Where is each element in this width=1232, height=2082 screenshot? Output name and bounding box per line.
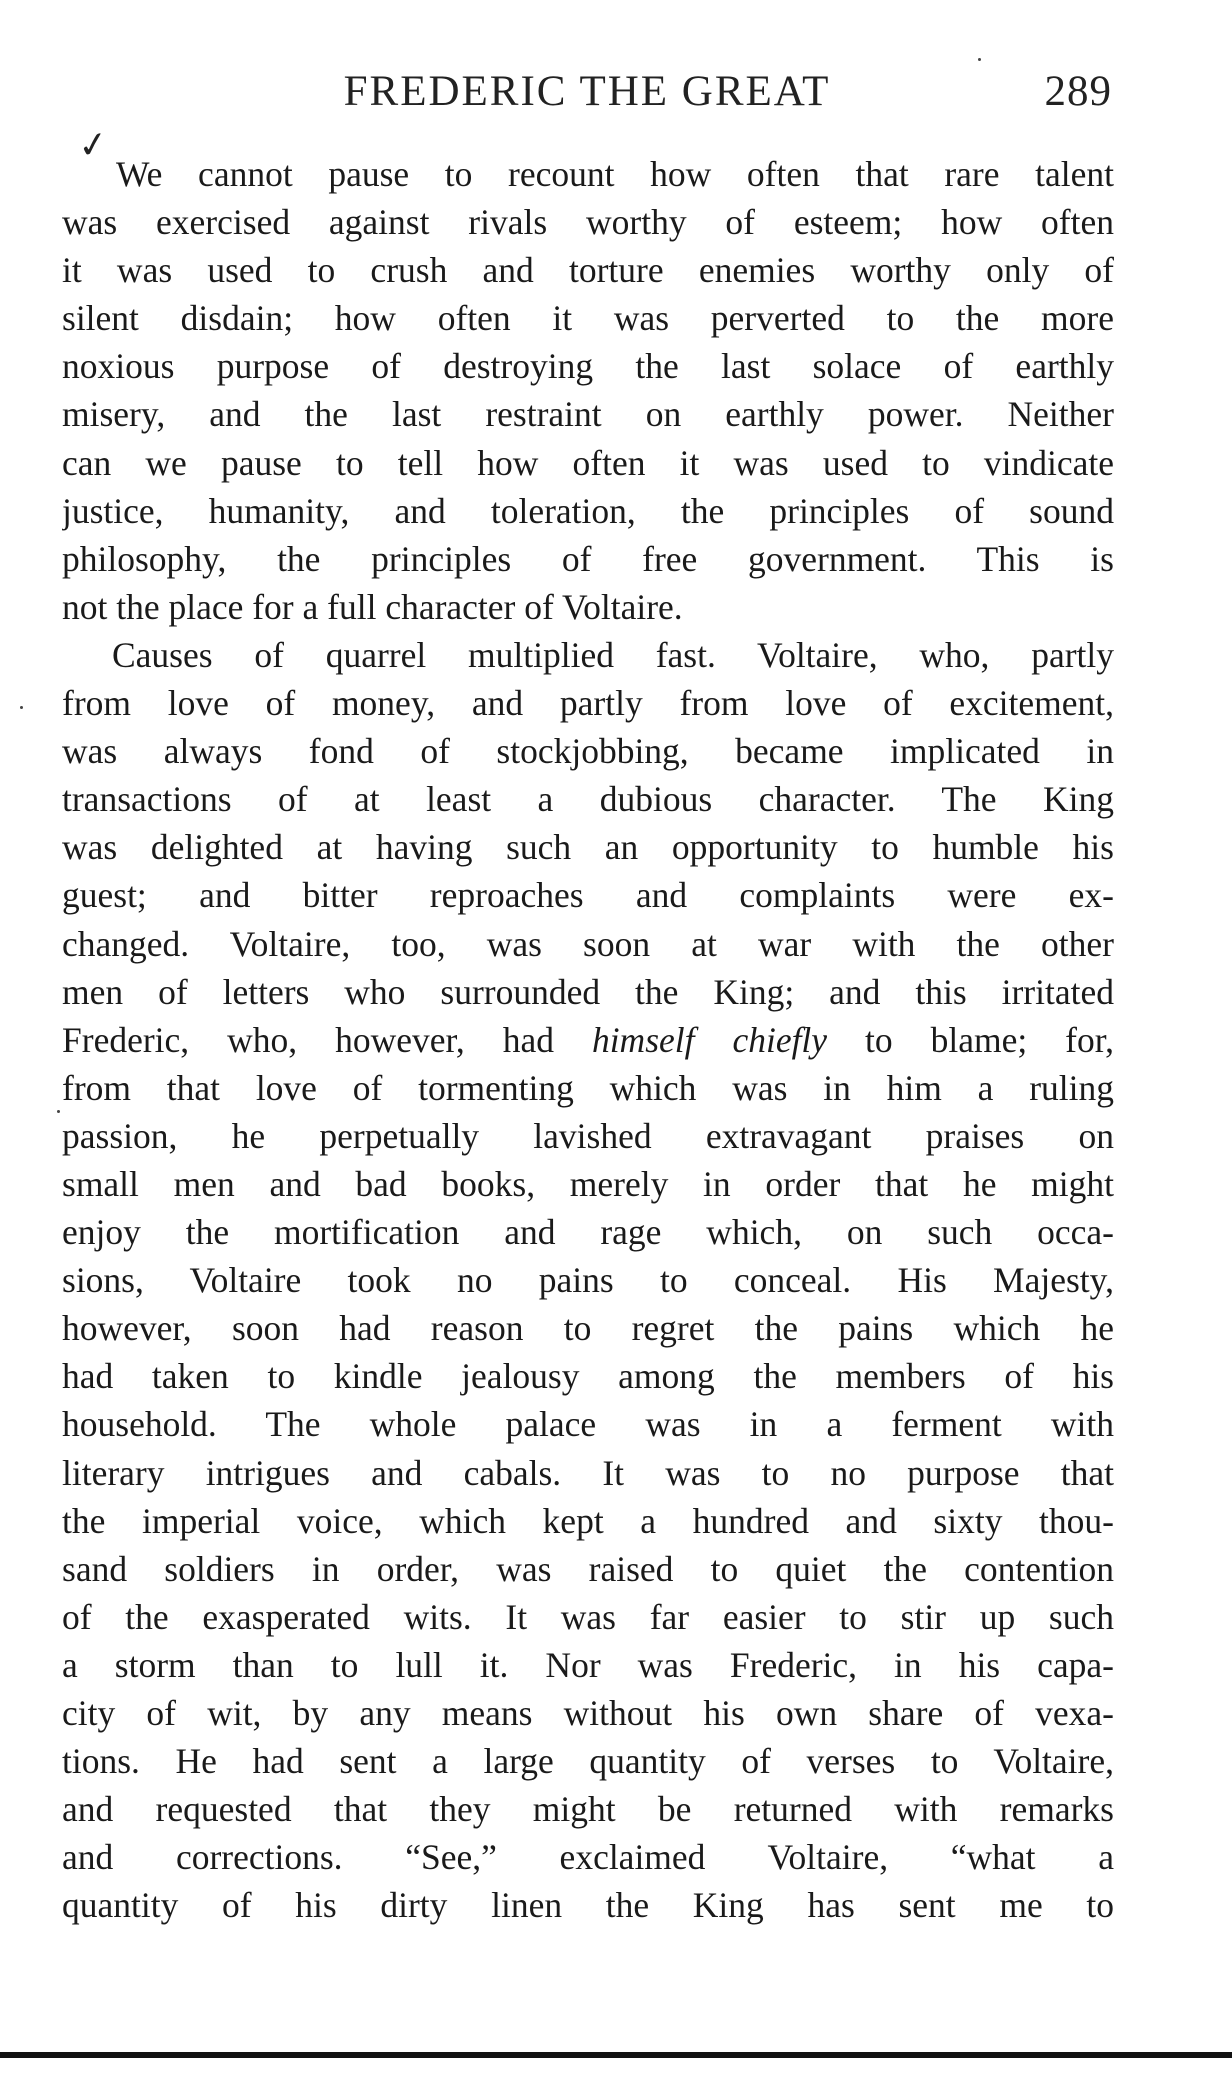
text-line: Causes of quarrel multiplied fast. Voltaire, who, partly	[112, 634, 1114, 675]
text-line: noxious purpose of destroying the last solace of earthly	[62, 346, 1114, 387]
page-number: 289	[1044, 68, 1112, 115]
text-line: passion, he perpetually lavished extravagant praises on	[62, 1115, 1114, 1156]
text-line: the imperial voice, which kept a hundred and sixty thou-	[62, 1500, 1114, 1541]
text-line: philosophy, the principles of free government. This is	[62, 538, 1114, 579]
text-line: literary intrigues and cabals. It was to no purpose that	[62, 1452, 1114, 1493]
text-line: from love of money, and partly from love of excitement,	[62, 683, 1114, 724]
body-text	[62, 150, 1114, 1929]
text-line: city of wit, by any means without his own share of vexa-	[62, 1693, 1114, 1733]
speck-mark	[20, 706, 23, 709]
speck-mark	[978, 58, 981, 61]
check-mark-icon: ✓	[75, 123, 111, 167]
text-line: enjoy the mortification and rage which, on such occa-	[62, 1212, 1114, 1253]
italic-phrase: himself chiefly	[591, 1019, 828, 1060]
running-title: FREDERIC THE GREAT	[343, 68, 831, 115]
text-line: sions, Voltaire took no pains to conceal. His Majesty,	[62, 1260, 1114, 1301]
text-line: justice, humanity, and toleration, the principles of sound	[62, 490, 1114, 531]
text-line: a storm than to lull it. Nor was Frederic, in his capa-	[62, 1644, 1114, 1685]
bottom-rule	[0, 2052, 1232, 2058]
text-line: of the exasperated wits. It was far easier to stir up such	[62, 1596, 1114, 1637]
text-line: sand soldiers in order, was raised to quiet the contention	[62, 1548, 1114, 1589]
text-line	[62, 1016, 1114, 1064]
text-line: and requested that they might be returned with remarks	[62, 1789, 1114, 1830]
text-line: misery, and the last restraint on earthly power. Neither	[62, 394, 1114, 435]
text-line: tions. He had sent a large quantity of verses to Voltaire,	[62, 1741, 1114, 1782]
text-line: changed. Voltaire, too, was soon at war with the other	[62, 923, 1114, 964]
running-head	[62, 62, 1112, 122]
text-line: transactions of at least a dubious character. The King	[62, 779, 1114, 820]
text-line: silent disdain; how often it was perverted to the more	[62, 298, 1114, 339]
text-line: quantity of his dirty linen the King has sent me to	[62, 1885, 1114, 1926]
text-line: had taken to kindle jealousy among the members of his	[62, 1356, 1114, 1397]
text-line: household. The whole palace was in a ferment with	[62, 1404, 1114, 1445]
text-line: small men and bad books, merely in order that he might	[62, 1163, 1114, 1204]
text-line-start: Frederic, who, however, had	[62, 1019, 592, 1060]
text-line: from that love of tormenting which was in him a ruling	[62, 1067, 1114, 1108]
text-line: it was used to crush and torture enemies worthy only of	[62, 250, 1114, 291]
text-line: was delighted at having such an opportunity to humble his	[62, 827, 1114, 868]
text-line: and corrections. “See,” exclaimed Voltaire, “what a	[62, 1837, 1114, 1878]
text-line: not the place for a full character of Voltaire.	[62, 586, 683, 627]
text-line: was exercised against rivals worthy of esteem; how often	[62, 202, 1114, 243]
text-line: however, soon had reason to regret the pains which he	[62, 1308, 1114, 1349]
text-line-end: to blame; for,	[827, 1019, 1114, 1060]
text-line: guest; and bitter reproaches and complaints were ex-	[62, 875, 1114, 916]
text-line: men of letters who surrounded the King; and this irritated	[62, 971, 1114, 1012]
text-line: was always fond of stockjobbing, became implicated in	[62, 731, 1114, 772]
text-line: We cannot pause to recount how often that rare talent	[116, 154, 1114, 194]
speck-mark	[57, 1110, 60, 1113]
text-line: can we pause to tell how often it was used to vindicate	[62, 442, 1114, 483]
